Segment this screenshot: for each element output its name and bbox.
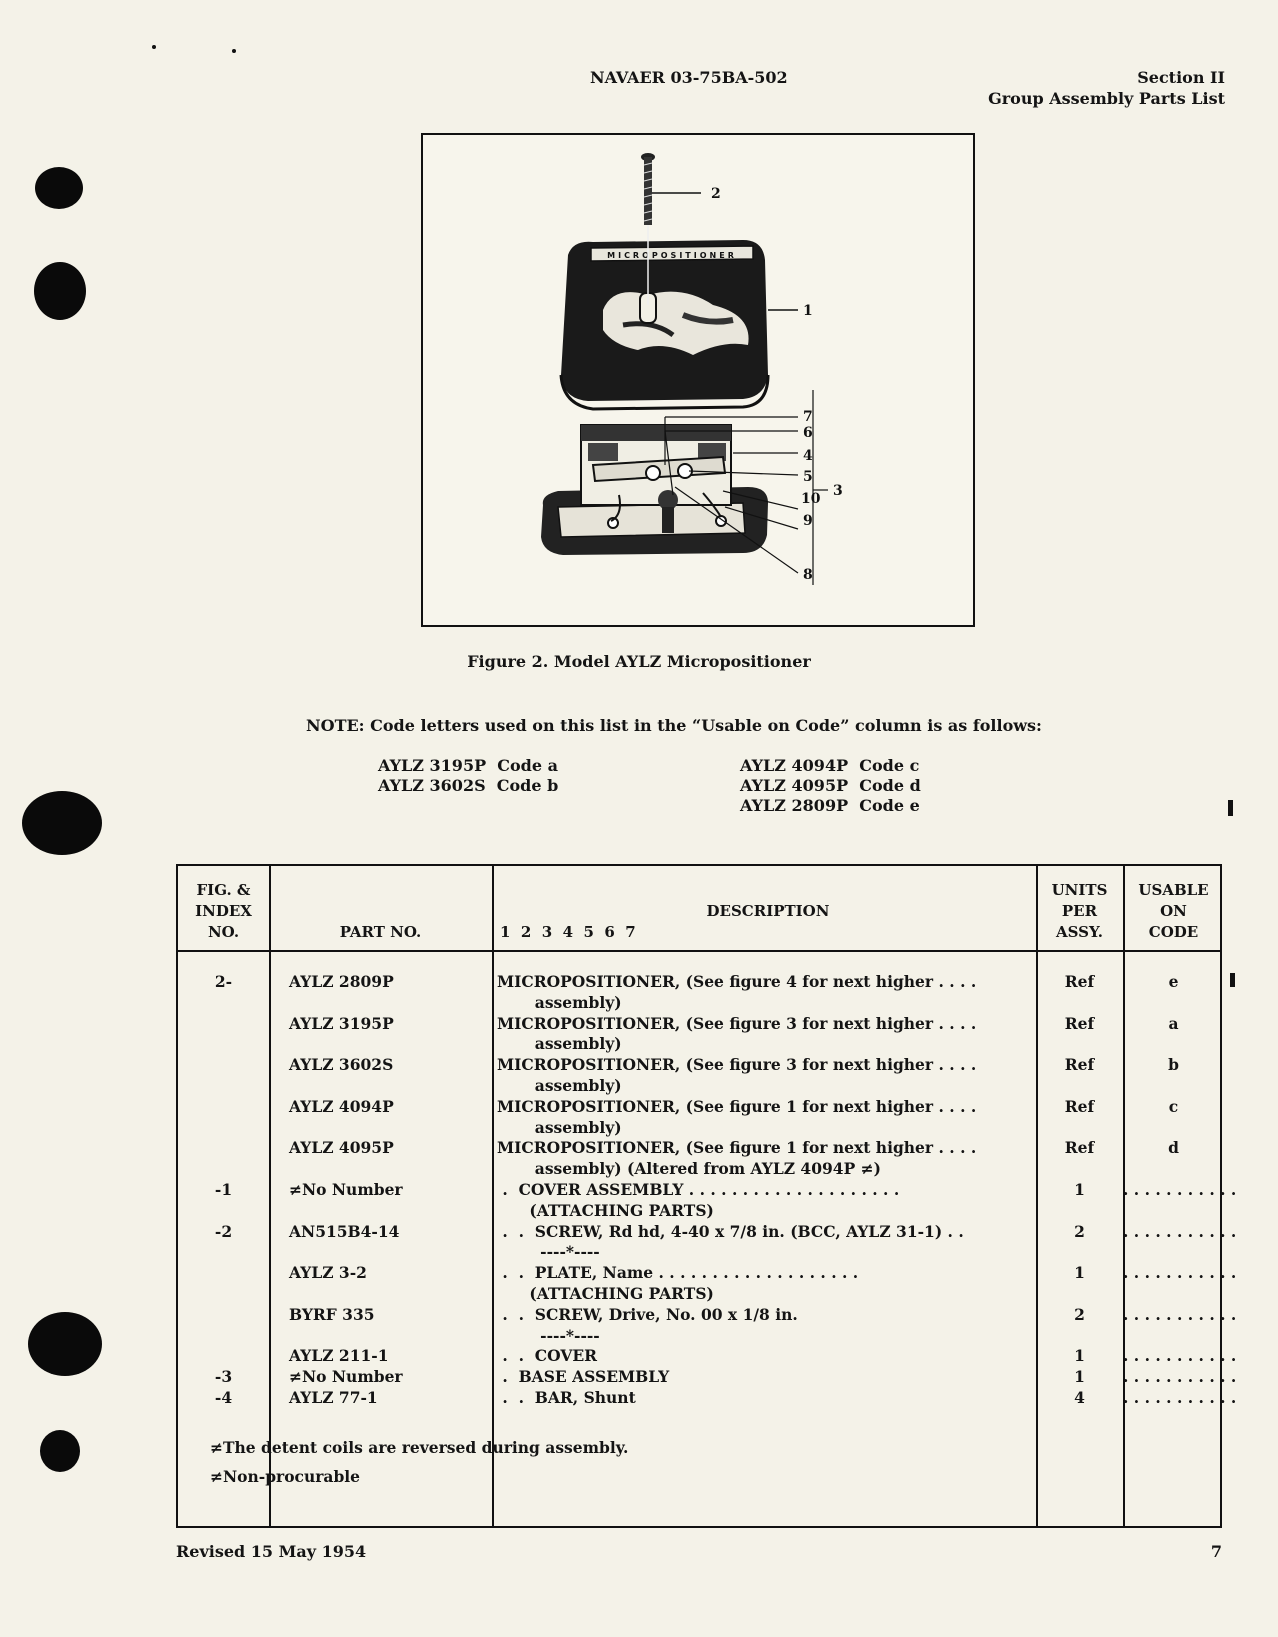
document-number: NAVAER 03-75BA-502 — [590, 68, 788, 87]
table-row — [178, 1097, 1220, 1117]
usable-on-code-cell: . . . . . . . . . . . — [1123, 1263, 1237, 1283]
binder-hole — [22, 791, 102, 855]
units-per-assy-cell: 4 — [1074, 1388, 1085, 1407]
table-row — [178, 1221, 1237, 1242]
description-cell: MICROPOSITIONER, (See figure 3 for next higher . . . . — [497, 1055, 977, 1075]
description-cell: MICROPOSITIONER, (See figure 1 for next higher . . . . — [497, 1138, 977, 1158]
units-per-assy-cell: Ref — [1064, 1138, 1095, 1158]
table-row — [178, 1076, 1220, 1096]
description-cell: . COVER ASSEMBLY . . . . . . . . . . . . . . . . . . . . — [497, 1180, 900, 1199]
figure-caption: Figure 2. Model AYLZ Micropositioner — [467, 652, 811, 671]
table-row — [178, 1346, 1237, 1366]
fig-index-cell: -1 — [214, 1180, 233, 1199]
description-cell: (ATTACHING PARTS) — [497, 1284, 714, 1303]
description-cell: . . COVER — [497, 1346, 598, 1366]
revision-date: Revised 15 May 1954 — [176, 1542, 367, 1561]
header-fig-index: FIG. & INDEX NO. — [195, 881, 252, 941]
table-row — [178, 1118, 1220, 1138]
micropositioner-drawing — [423, 135, 973, 625]
part-number-cell: AYLZ 4094P — [289, 1096, 394, 1116]
units-per-assy-cell: 2 — [1074, 1304, 1085, 1324]
table-row — [178, 1388, 1237, 1408]
usable-on-code-cell: . . . . . . . . . . . — [1123, 1346, 1237, 1366]
units-per-assy-cell: 1 — [1074, 1180, 1085, 1199]
description-cell: ----*---- — [497, 1242, 600, 1262]
part-number-cell: AYLZ 3602S — [289, 1055, 394, 1075]
svg-text:6: 6 — [803, 425, 813, 441]
table-row — [178, 1034, 1220, 1054]
usable-on-code-cell: . . . . . . . . . . . — [1123, 1304, 1237, 1324]
svg-text:7: 7 — [803, 409, 813, 425]
description-cell: assembly) (Altered from AYLZ 4094P ≠) — [497, 1159, 881, 1179]
description-cell: MICROPOSITIONER, (See figure 4 for next higher . . . . — [497, 972, 977, 991]
svg-text:3: 3 — [833, 483, 843, 499]
part-number-cell: ≠No Number — [289, 1180, 403, 1199]
description-cell: (ATTACHING PARTS) — [497, 1200, 714, 1220]
table-row — [178, 1263, 1237, 1283]
code-note: NOTE: Code letters used on this list in the “Usable on Code” column is as follows: — [306, 716, 1042, 735]
svg-text:4: 4 — [803, 448, 813, 464]
table-row — [178, 1159, 1220, 1179]
units-per-assy-cell: Ref — [1064, 1096, 1095, 1116]
revision-bar — [1228, 800, 1233, 816]
binder-hole — [28, 1312, 102, 1376]
header-indent-levels: 1 2 3 4 5 6 7 — [500, 923, 636, 941]
code-right-1: AYLZ 4094P Code c — [740, 756, 920, 775]
binder-hole — [34, 262, 86, 320]
part-number-cell: AYLZ 4095P — [289, 1138, 394, 1158]
fig-index-cell: -4 — [214, 1388, 233, 1407]
table-row — [178, 1201, 1220, 1221]
table-row — [178, 1055, 1220, 1075]
usable-on-code-cell: . . . . . . . . . . . — [1123, 1388, 1237, 1407]
description-cell: . BASE ASSEMBLY — [497, 1367, 670, 1387]
speck — [152, 45, 156, 49]
fig-index-cell: 2- — [214, 972, 233, 991]
part-number-cell: BYRF 335 — [289, 1304, 375, 1324]
units-per-assy-cell: Ref — [1064, 1013, 1095, 1033]
svg-text:8: 8 — [803, 567, 813, 583]
part-number-cell: AYLZ 211-1 — [289, 1346, 389, 1366]
table-row — [178, 1242, 1220, 1262]
usable-on-code-cell: d — [1168, 1138, 1179, 1158]
table-row — [178, 1326, 1220, 1346]
part-number-cell: AN515B4-14 — [289, 1221, 400, 1241]
usable-on-code-cell: e — [1168, 972, 1179, 991]
description-cell: . . SCREW, Rd hd, 4-40 x 7/8 in. (BCC, AYLZ 31-1) . . — [497, 1221, 964, 1241]
code-left-2: AYLZ 3602S Code b — [378, 776, 559, 795]
screw-drawing — [641, 153, 701, 225]
part-number-cell: AYLZ 77-1 — [289, 1388, 378, 1407]
figure-illustration — [421, 133, 975, 627]
svg-text:9: 9 — [803, 513, 813, 529]
speck — [232, 49, 236, 53]
header-description: DESCRIPTION — [706, 902, 830, 920]
usable-on-code-cell: b — [1168, 1055, 1179, 1075]
header-part-no: PART NO. — [339, 923, 422, 941]
table-row — [178, 1367, 1237, 1387]
code-left-1: AYLZ 3195P Code a — [378, 756, 558, 775]
table-row — [178, 972, 1220, 992]
svg-text:MICROPOSITIONER: MICROPOSITIONER — [607, 251, 737, 260]
description-cell: assembly) — [497, 1034, 622, 1054]
description-cell: MICROPOSITIONER, (See figure 1 for next higher . . . . — [497, 1096, 977, 1116]
svg-text:5: 5 — [803, 469, 813, 485]
fig-index-cell: -2 — [214, 1221, 233, 1241]
binder-hole — [35, 167, 83, 209]
section-title: Group Assembly Parts List — [988, 89, 1225, 108]
fig-index-cell: -3 — [214, 1367, 233, 1387]
usable-on-code-cell: a — [1168, 1013, 1179, 1033]
svg-text:1: 1 — [803, 303, 813, 319]
usable-on-code-cell: . . . . . . . . . . . — [1123, 1180, 1237, 1199]
units-per-assy-cell: 1 — [1074, 1346, 1085, 1366]
description-cell: MICROPOSITIONER, (See figure 3 for next higher . . . . — [497, 1013, 977, 1033]
part-number-cell: ≠No Number — [289, 1367, 403, 1387]
footnote-non-procurable: ≠Non-procurable — [210, 1467, 361, 1486]
description-cell: assembly) — [497, 1117, 622, 1137]
units-per-assy-cell: Ref — [1064, 1055, 1095, 1075]
usable-on-code-cell: c — [1168, 1096, 1179, 1116]
table-row — [178, 1180, 1237, 1200]
header-usable-on-code: USABLE ON CODE — [1138, 881, 1209, 941]
part-number-cell: AYLZ 3195P — [289, 1013, 394, 1033]
table-row — [178, 1014, 1220, 1034]
units-per-assy-cell: Ref — [1064, 972, 1095, 991]
units-per-assy-cell: 1 — [1074, 1263, 1085, 1283]
usable-on-code-cell: . . . . . . . . . . . — [1123, 1367, 1237, 1387]
units-per-assy-cell: 1 — [1074, 1367, 1085, 1387]
description-cell: assembly) — [497, 1076, 622, 1095]
parts-list-table — [176, 864, 1237, 1528]
page-number: 7 — [1210, 1542, 1222, 1561]
description-cell: assembly) — [497, 992, 622, 1012]
section-label: Section II — [1137, 68, 1225, 87]
binder-hole — [40, 1430, 80, 1472]
table-row — [178, 1138, 1220, 1158]
table-row — [178, 1304, 1237, 1325]
base-assembly-drawing — [541, 425, 768, 555]
code-right-3: AYLZ 2809P Code e — [740, 796, 920, 815]
units-per-assy-cell: 2 — [1074, 1221, 1085, 1241]
description-cell: . . BAR, Shunt — [497, 1388, 636, 1407]
table-row — [178, 993, 1220, 1013]
footnote-reversed-coils: ≠The detent coils are reversed during assembly. — [210, 1438, 629, 1457]
revision-bar — [1230, 973, 1235, 987]
description-cell: . . SCREW, Drive, No. 00 x 1/8 in. — [497, 1304, 798, 1324]
description-cell: . . PLATE, Name . . . . . . . . . . . . . . . . . . . — [497, 1263, 859, 1283]
svg-text:2: 2 — [711, 186, 721, 202]
part-number-cell: AYLZ 3-2 — [289, 1263, 367, 1283]
usable-on-code-cell: . . . . . . . . . . . — [1123, 1221, 1237, 1241]
code-right-2: AYLZ 4095P Code d — [740, 776, 921, 795]
part-number-cell: AYLZ 2809P — [289, 972, 394, 991]
cover-drawing — [561, 225, 798, 409]
header-units-per-assy: UNITS PER ASSY. — [1051, 881, 1108, 941]
svg-text:10: 10 — [801, 491, 821, 507]
description-cell: ----*---- — [497, 1325, 600, 1345]
table-row — [178, 1284, 1220, 1304]
